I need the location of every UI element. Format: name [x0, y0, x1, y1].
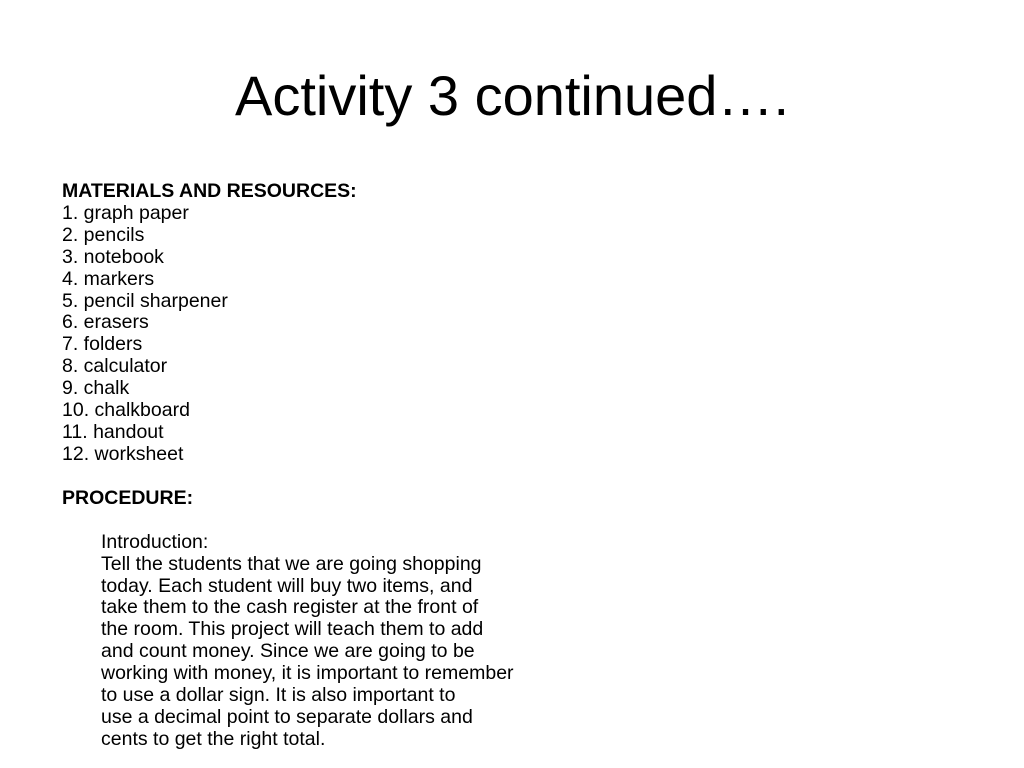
procedure-paragraph — [62, 532, 962, 751]
spacer — [62, 466, 962, 488]
paragraph-line: today. Each student will buy two items, and — [101, 574, 473, 597]
paragraph-line: working with money, it is important to remember — [101, 662, 514, 685]
list-item: 3. notebook — [62, 245, 164, 268]
list-item: 9. chalk — [62, 377, 130, 400]
paragraph-line: to use a dollar sign. It is also important to — [101, 684, 456, 707]
procedure-heading: PROCEDURE: — [62, 486, 194, 509]
list-item: 8. calculator — [62, 355, 168, 378]
list-item: 4. markers — [62, 267, 155, 290]
paragraph-line: use a decimal point to separate dollars and — [101, 705, 473, 728]
list-item: 11. handout — [62, 420, 164, 443]
list-item: 7. folders — [62, 333, 143, 356]
list-item: 1. graph paper — [62, 201, 189, 224]
list-item: 2. pencils — [62, 223, 145, 246]
slide-title: Activity 3 continued…. — [234, 64, 790, 127]
paragraph-line: and count money. Since we are going to be — [101, 640, 475, 663]
list-item: 10. chalkboard — [62, 399, 190, 422]
paragraph-line: Tell the students that we are going shopping — [101, 552, 482, 575]
slide-body — [62, 181, 962, 751]
list-item: 6. erasers — [62, 311, 149, 334]
materials-list — [62, 203, 962, 466]
materials-heading: MATERIALS AND RESOURCES: — [62, 180, 357, 202]
paragraph-line: take them to the cash register at the front of — [101, 596, 479, 619]
introduction-label: Introduction: — [101, 530, 209, 553]
spacer — [62, 510, 962, 532]
paragraph-line: the room. This project will teach them to add — [101, 618, 484, 641]
paragraph-line: cents to get the right total. — [101, 727, 326, 750]
list-item: 5. pencil sharpener — [62, 289, 228, 312]
list-item: 12. worksheet — [62, 442, 184, 465]
